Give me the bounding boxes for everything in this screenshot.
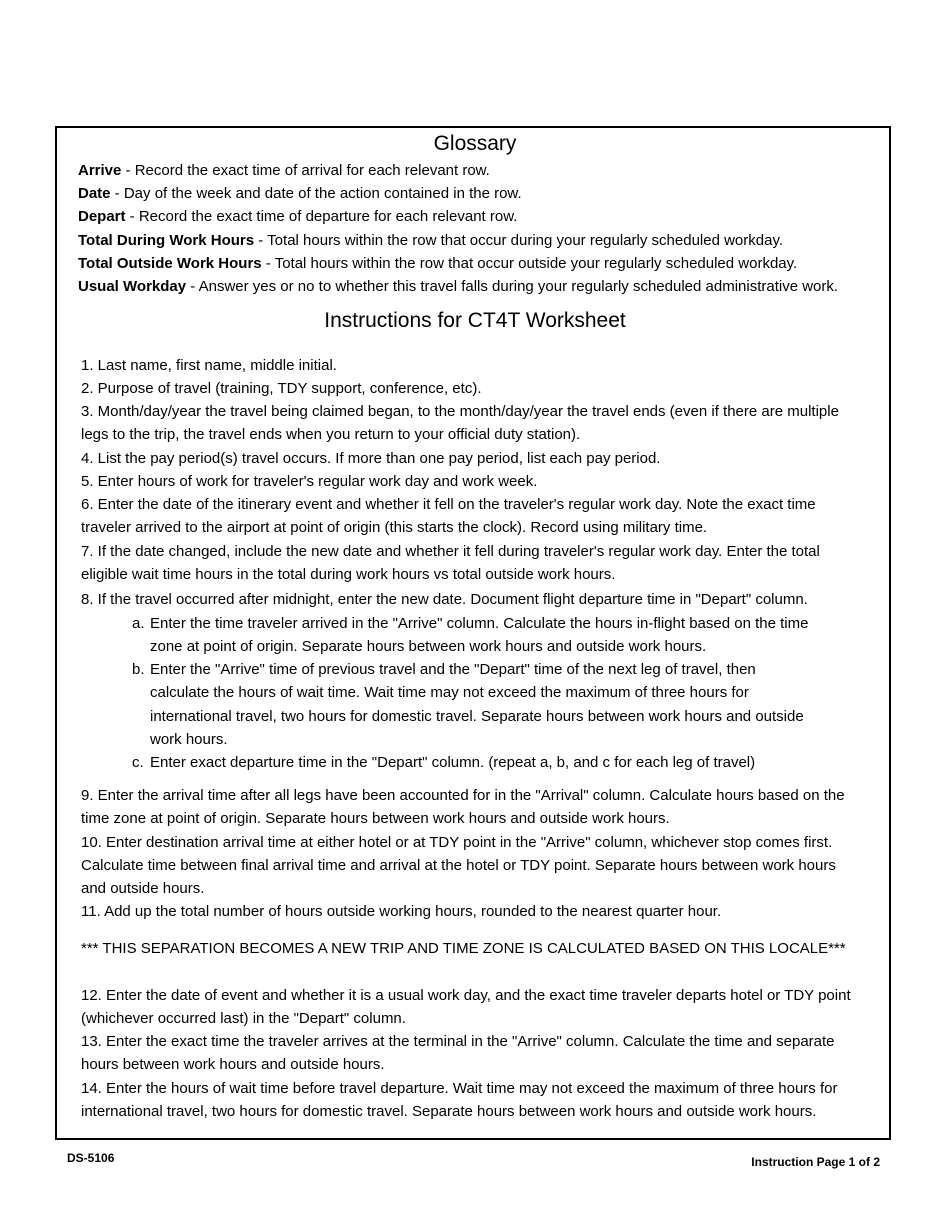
instruction-line: traveler arrived to the airport at point of origin (this starts the clock). Record using military time. — [81, 519, 708, 536]
glossary-entry — [78, 161, 490, 181]
glossary-definition: - Answer yes or no to whether this travel falls during your regularly scheduled administrative work. — [186, 278, 839, 295]
sub-item — [132, 660, 756, 680]
glossary-entry — [78, 184, 522, 204]
sub-item-label: b. — [132, 661, 145, 678]
instruction-line: time zone at point of origin. Separate hours between work hours and outside work hours. — [81, 810, 670, 827]
glossary-term: Total Outside Work Hours — [78, 255, 262, 272]
glossary-term: Arrive — [78, 162, 122, 179]
glossary-term: Date — [78, 185, 111, 202]
sub-item-text: Enter the time traveler arrived in the "Arrive" column. Calculate the hours in-flight based on the time — [150, 615, 809, 632]
glossary-definition: - Record the exact time of departure for each relevant row. — [125, 208, 518, 225]
instruction-line: (whichever occurred last) in the "Depart" column. — [81, 1010, 406, 1027]
glossary-entry — [78, 254, 797, 274]
sub-item-label: c. — [132, 754, 144, 771]
instructions-title: Instructions for CT4T Worksheet — [324, 309, 626, 332]
instruction-line: 13. Enter the exact time the traveler arrives at the terminal in the "Arrive" column. Calculate the time and separate — [81, 1033, 835, 1050]
instruction-line: 14. Enter the hours of wait time before travel departure. Wait time may not exceed the maximum of three hours for — [81, 1080, 838, 1097]
sub-item-text: Enter the "Arrive" time of previous travel and the "Depart" time of the next leg of travel, then — [150, 661, 756, 678]
instruction-line: 9. Enter the arrival time after all legs have been accounted for in the "Arrival" column. Calculate hours based on the — [81, 787, 845, 804]
instruction-line: 11. Add up the total number of hours outside working hours, rounded to the nearest quarter hour. — [81, 903, 722, 920]
instruction-line: 8. If the travel occurred after midnight, enter the new date. Document flight departure time in "Depart" column. — [81, 591, 808, 608]
glossary-entry — [78, 277, 838, 297]
sub-item-text: work hours. — [150, 731, 228, 748]
instruction-line: 5. Enter hours of work for traveler's regular work day and work week. — [81, 473, 538, 490]
form-number: DS-5106 — [67, 1151, 115, 1165]
glossary-definition: - Total hours within the row that occur during your regularly scheduled workday. — [254, 232, 783, 249]
glossary-title: Glossary — [433, 132, 517, 155]
glossary-entry — [78, 207, 517, 227]
instruction-line: 6. Enter the date of the itinerary event and whether it fell on the traveler's regular work day. Note the exact time — [81, 496, 816, 513]
glossary-term: Total During Work Hours — [78, 232, 255, 249]
glossary-term: Usual Workday — [78, 278, 187, 295]
sub-item-text: zone at point of origin. Separate hours between work hours and outside work hours. — [150, 638, 707, 655]
sub-item — [132, 753, 755, 773]
sub-item-text: Enter exact departure time in the "Depart" column. (repeat a, b, and c for each leg of travel) — [150, 754, 756, 771]
instruction-line: and outside hours. — [81, 880, 205, 897]
separation-note: *** THIS SEPARATION BECOMES A NEW TRIP AND TIME ZONE IS CALCULATED BASED ON THIS LOCALE*** — [81, 940, 846, 957]
instruction-line: hours between work hours and outside hours. — [81, 1056, 385, 1073]
instruction-line: 10. Enter destination arrival time at either hotel or at TDY point in the "Arrive" column, whichever stop comes first. — [81, 834, 833, 851]
sub-item-text: international travel, two hours for domestic travel. Separate hours between work hours and outside — [150, 708, 804, 725]
glossary-term: Depart — [78, 208, 126, 225]
instruction-line: 7. If the date changed, include the new date and whether it fell during traveler's regular work day. Enter the total — [81, 543, 820, 560]
sub-item-text: calculate the hours of wait time. Wait time may not exceed the maximum of three hours for — [150, 684, 749, 701]
instruction-line: 1. Last name, first name, middle initial. — [81, 357, 337, 374]
glossary-definition: - Record the exact time of arrival for each relevant row. — [121, 162, 490, 179]
glossary-definition: - Total hours within the row that occur outside your regularly scheduled workday. — [261, 255, 798, 272]
glossary-definition: - Day of the week and date of the action contained in the row. — [110, 185, 522, 202]
instruction-line: international travel, two hours for domestic travel. Separate hours between work hours and outside work hours. — [81, 1103, 817, 1120]
instruction-line: 3. Month/day/year the travel being claimed began, to the month/day/year the travel ends (even if there are multiple — [81, 403, 839, 420]
instruction-line: legs to the trip, the travel ends when you return to your official duty station). — [81, 426, 581, 443]
instruction-line: eligible wait time hours in the total during work hours vs total outside work hours. — [81, 566, 616, 583]
page-number: Instruction Page 1 of 2 — [751, 1155, 880, 1169]
glossary-entry — [78, 231, 783, 251]
sub-item — [132, 614, 808, 634]
instruction-line: 4. List the pay period(s) travel occurs. If more than one pay period, list each pay period. — [81, 450, 661, 467]
instruction-line: 12. Enter the date of event and whether it is a usual work day, and the exact time traveler departs hotel or TDY point — [81, 987, 851, 1004]
instruction-line: 2. Purpose of travel (training, TDY support, conference, etc). — [81, 380, 482, 397]
sub-item-label: a. — [132, 615, 145, 632]
instruction-line: Calculate time between final arrival time and arrival at the hotel or TDY point. Separate hours between work hours — [81, 857, 836, 874]
